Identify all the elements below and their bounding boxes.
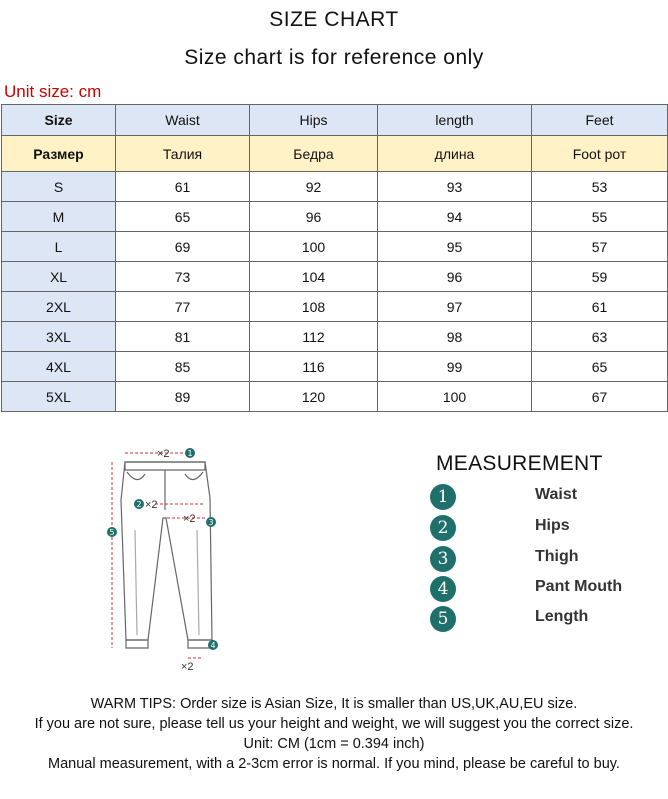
number-badge: 2 — [430, 515, 456, 541]
table-row — [2, 262, 668, 292]
svg-text:3: 3 — [208, 518, 214, 527]
tip-line: Manual measurement, with a 2-3cm error is normal. If you mind, please be careful to buy. — [48, 756, 620, 772]
measurement-label: Length — [535, 608, 589, 625]
table-cell: 77 — [116, 292, 250, 322]
table-row — [2, 232, 668, 262]
left-leg-crease — [135, 530, 137, 635]
table-cell: 95 — [378, 232, 532, 262]
right-leg-crease — [197, 530, 199, 635]
table-cell: Размер — [2, 136, 116, 172]
table-cell: 94 — [378, 202, 532, 232]
page-title: SIZE CHART — [269, 8, 399, 31]
svg-text:1: 1 — [187, 449, 193, 458]
table-cell: 65 — [116, 202, 250, 232]
tip-line: Unit: CM (1cm = 0.394 inch) — [243, 736, 425, 752]
table-cell: 112 — [250, 322, 378, 352]
table-cell: 97 — [378, 292, 532, 322]
size-table — [1, 104, 668, 412]
table-cell: XL — [2, 262, 116, 292]
table-cell: 93 — [378, 172, 532, 202]
table-cell: Hips — [250, 105, 378, 136]
table-cell: 65 — [532, 352, 668, 382]
table-row — [2, 352, 668, 382]
table-cell: Бедра — [250, 136, 378, 172]
mouth-x2: ×2 — [181, 661, 194, 673]
measurement-title: MEASUREMENT — [436, 452, 603, 475]
waistband — [125, 462, 205, 470]
waist-x2: ×2 — [157, 448, 170, 460]
table-cell: Талия — [116, 136, 250, 172]
unit-label: Unit size: cm — [4, 82, 102, 101]
table-cell: 96 — [378, 262, 532, 292]
table-row — [2, 292, 668, 322]
measurement-label: Waist — [535, 486, 578, 503]
table-cell: 59 — [532, 262, 668, 292]
number-badge: 3 — [430, 546, 456, 572]
table-cell: 55 — [532, 202, 668, 232]
left-pocket — [127, 472, 145, 480]
table-header-ru — [2, 136, 668, 172]
table-cell: 2XL — [2, 292, 116, 322]
measurement-item-pant-mouth — [430, 576, 660, 606]
warm-tips — [0, 694, 668, 774]
svg-text:2: 2 — [136, 500, 142, 509]
number-badge: 5 — [430, 606, 456, 632]
table-row — [2, 202, 668, 232]
table-cell: L — [2, 232, 116, 262]
table-cell: 99 — [378, 352, 532, 382]
table-row — [2, 172, 668, 202]
table-cell: 120 — [250, 382, 378, 412]
table-cell: 100 — [378, 382, 532, 412]
table-cell: длина — [378, 136, 532, 172]
table-cell: 81 — [116, 322, 250, 352]
right-pocket — [185, 472, 203, 480]
tip-line: If you are not sure, please tell us your height and weight, we will suggest you the correct size. — [34, 716, 634, 732]
page-subtitle: Size chart is for reference only — [184, 46, 484, 69]
table-cell: 116 — [250, 352, 378, 382]
table-row — [2, 382, 668, 412]
table-cell: 108 — [250, 292, 378, 322]
table-cell: 85 — [116, 352, 250, 382]
table-cell: Foot рот — [532, 136, 668, 172]
table-cell: M — [2, 202, 116, 232]
table-cell: 92 — [250, 172, 378, 202]
table-cell: 61 — [532, 292, 668, 322]
table-cell: 100 — [250, 232, 378, 262]
table-cell: 98 — [378, 322, 532, 352]
hips-x2: ×2 — [145, 499, 158, 511]
table-cell: Feet — [532, 105, 668, 136]
table-cell: Size — [2, 105, 116, 136]
table-cell: Waist — [116, 105, 250, 136]
svg-text:5: 5 — [109, 528, 115, 537]
number-badge: 1 — [430, 484, 456, 510]
table-cell: 104 — [250, 262, 378, 292]
table-cell: 67 — [532, 382, 668, 412]
table-cell: 73 — [116, 262, 250, 292]
table-cell: 5XL — [2, 382, 116, 412]
svg-text:4: 4 — [210, 641, 216, 650]
table-cell: 69 — [116, 232, 250, 262]
measurement-item-thigh — [430, 546, 660, 576]
measurement-item-waist — [430, 484, 660, 514]
pants-diagram — [95, 440, 235, 680]
table-cell: 3XL — [2, 322, 116, 352]
left-cuff — [126, 640, 148, 648]
table-cell: 96 — [250, 202, 378, 232]
table-header-en — [2, 105, 668, 136]
table-cell: 4XL — [2, 352, 116, 382]
tip-line: WARM TIPS: Order size is Asian Size, It is smaller than US,UK,AU,EU size. — [90, 696, 578, 712]
measurement-label: Thigh — [535, 548, 579, 565]
table-cell: length — [378, 105, 532, 136]
table-cell: 89 — [116, 382, 250, 412]
measurement-label: Pant Mouth — [535, 578, 623, 595]
table-cell: 61 — [116, 172, 250, 202]
measurement-label: Hips — [535, 517, 570, 534]
measurement-item-hips — [430, 515, 660, 545]
thigh-x2: ×2 — [183, 513, 196, 525]
table-cell: 53 — [532, 172, 668, 202]
table-cell: 57 — [532, 232, 668, 262]
table-cell: 63 — [532, 322, 668, 352]
measurement-item-length — [430, 606, 660, 636]
number-badge: 4 — [430, 576, 456, 602]
table-row — [2, 322, 668, 352]
table-cell: S — [2, 172, 116, 202]
